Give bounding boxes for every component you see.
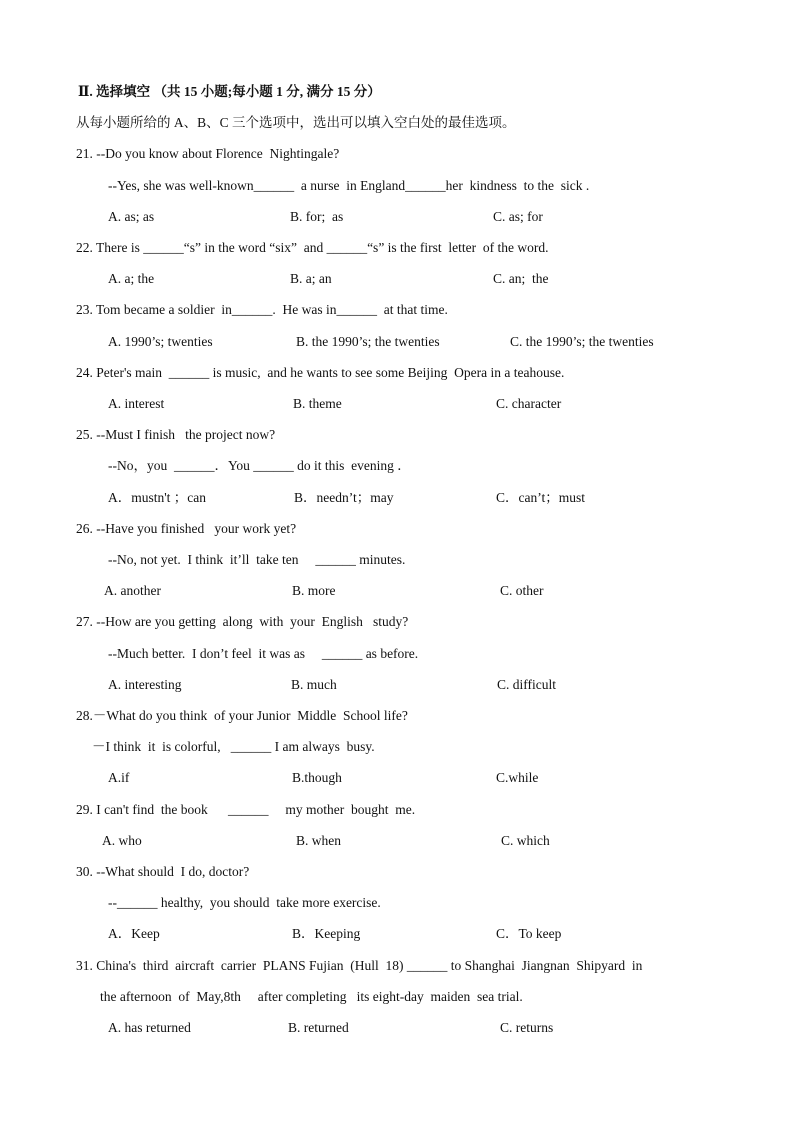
question-line: --Yes, she was well-known______ a nurse in England______her kindness to the sick . [108, 178, 590, 193]
section-heading: Ⅱ. 选择填空 （共 15 小题;每小题 1 分, 满分 15 分） [78, 84, 381, 99]
question-line: --Much better. I don’t feel it was as ______ as before. [108, 646, 419, 661]
option-a[interactable]: A. interesting [108, 677, 182, 692]
option-a[interactable]: A. as; as [108, 209, 155, 224]
question-line: --______ healthy, you should take more exercise. [108, 895, 381, 910]
question-line: --No, not yet. I think it’ll take ten ______ minutes. [108, 552, 406, 567]
option-a[interactable]: A. another [104, 583, 161, 598]
question-stem: 31. China's third aircraft carrier PLANS Fujian (Hull 18) ______ to Shanghai Jiangnan Shipyard in [76, 958, 643, 973]
question-stem: 29. I can't find the book ______ my mother bought me. [76, 802, 416, 817]
option-c[interactable]: C.while [496, 770, 539, 785]
question-stem: 22. There is ______“s” in the word “six” and ______“s” is the first letter of the word. [76, 240, 549, 255]
option-a[interactable]: A．Keep [108, 926, 160, 941]
option-b[interactable]: B. a; an [290, 271, 332, 286]
question-stem: 26. --Have you finished your work yet? [76, 521, 297, 536]
option-c[interactable]: C. as; for [493, 209, 543, 224]
option-c[interactable]: C. an; the [493, 271, 549, 286]
option-b[interactable]: B. when [296, 833, 341, 848]
question-line: －I think it is colorful, ______ I am always busy. [92, 739, 375, 754]
question-stem: 24. Peter's main ______ is music, and he wants to see some Beijing Opera in a teahouse. [76, 365, 565, 380]
question-stem: 28.－What do you think of your Junior Middle School life? [76, 708, 408, 723]
option-a[interactable]: A.if [108, 770, 130, 785]
option-c[interactable]: C. other [500, 583, 544, 598]
option-a[interactable]: A. 1990’s; twenties [108, 334, 213, 349]
option-c[interactable]: C. returns [500, 1020, 554, 1035]
option-b[interactable]: B. more [292, 583, 336, 598]
question-stem: 25. --Must I finish the project now? [76, 427, 276, 442]
question-line: --No，you ______．You ______ do it this evening ． [108, 458, 411, 473]
option-b[interactable]: B.though [292, 770, 342, 785]
option-a[interactable]: A. a; the [108, 271, 155, 286]
question-stem: 30. --What should I do, doctor? [76, 864, 250, 879]
question-stem: 27. --How are you getting along with your English study? [76, 614, 409, 629]
option-a[interactable]: A. has returned [108, 1020, 191, 1035]
option-b[interactable]: B. the 1990’s; the twenties [296, 334, 440, 349]
question-line: the afternoon of May,8th after completing its eight-day maiden sea trial. [100, 989, 523, 1004]
option-a[interactable]: A．mustn't ；can [108, 490, 207, 505]
option-b[interactable]: B. theme [293, 396, 342, 411]
option-b[interactable]: B. much [291, 677, 337, 692]
option-c[interactable]: C．can’t；must [496, 490, 585, 505]
option-a[interactable]: A. interest [108, 396, 165, 411]
option-c[interactable]: C. difficult [497, 677, 556, 692]
question-stem: 23. Tom became a soldier in______. He was in______ at that time. [76, 302, 448, 317]
option-b[interactable]: B．Keeping [292, 926, 361, 941]
option-b[interactable]: B. for; as [290, 209, 344, 224]
option-c[interactable]: C．To keep [496, 926, 562, 941]
option-b[interactable]: B．needn’t；may [294, 490, 394, 505]
option-b[interactable]: B. returned [288, 1020, 349, 1035]
option-c[interactable]: C. character [496, 396, 562, 411]
option-c[interactable]: C. which [501, 833, 550, 848]
section-instruction: 从每小题所给的 A、B、C 三个选项中，选出可以填入空白处的最佳选项。 [76, 115, 516, 130]
option-a[interactable]: A. who [102, 833, 142, 848]
option-c[interactable]: C. the 1990’s; the twenties [510, 334, 654, 349]
question-stem: 21. --Do you know about Florence Nightingale? [76, 146, 340, 161]
